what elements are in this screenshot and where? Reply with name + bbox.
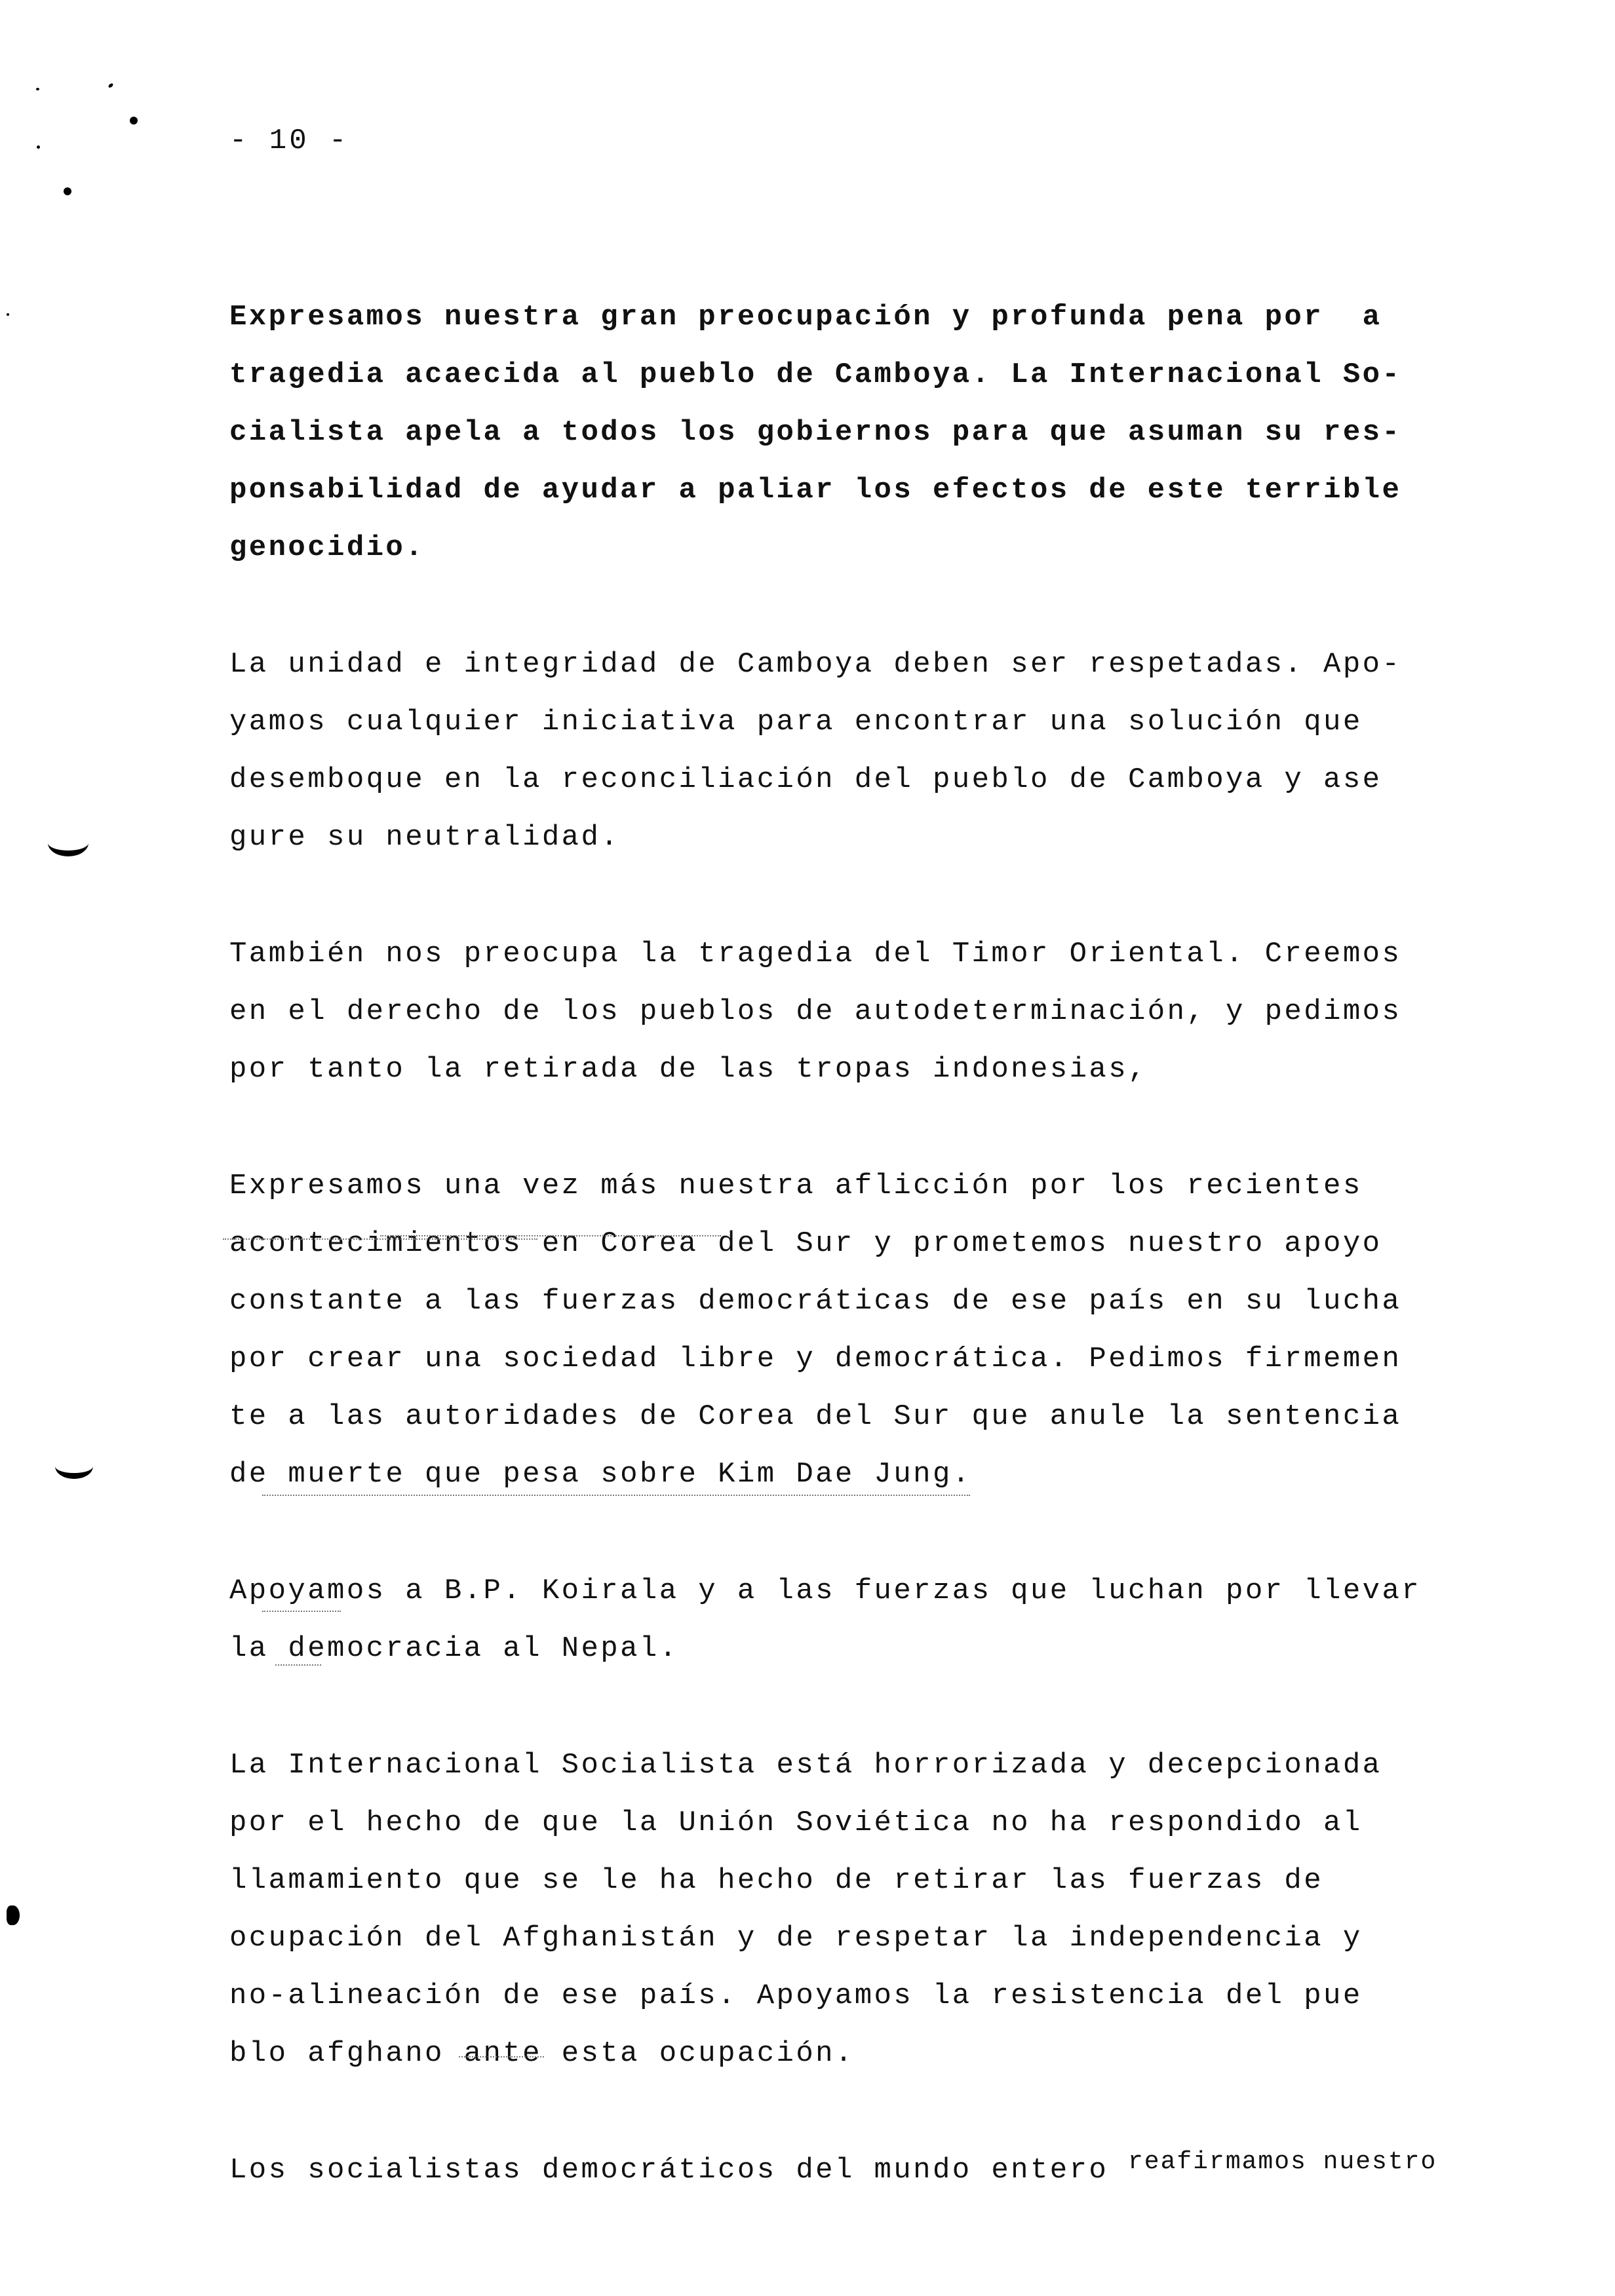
text-line: llamamiento que se le ha hecho de retirar las fuerzas de [229,1864,1324,1897]
paragraph-timor-oriental [229,925,1527,1098]
text-line: También nos preocupa la tragedia del Timor Oriental. Creemos [229,938,1402,970]
paragraph-camboya-unidad [229,636,1527,866]
text-line: constante a las fuerzas democráticas de ese país en su lucha [229,1285,1402,1318]
text-line: yamos cualquier iniciativa para encontrar una solución que [229,706,1363,738]
pencil-underline [262,1611,341,1612]
paragraph-corea-del-sur [229,1157,1527,1503]
text-line: desemboque en la reconciliación del pueblo de Camboya y ase [229,763,1382,796]
scan-speck [107,83,113,88]
text-line: ocupación del Afghanistán y de respetar la independencia y [229,1922,1363,1955]
text-line: por crear una sociedad libre y democrática. Pedimos firmemen [229,1343,1402,1375]
text-raised: reafirmamos nuestro [1128,2148,1437,2176]
text-line: por el hecho de que la Unión Soviética no ha respondido al [229,1807,1363,1839]
text-line: genocidio. [229,531,425,564]
text-line: no-alineación de ese país. Apoyamos la resistencia del pue [229,1980,1363,2012]
pencil-underline [262,1495,970,1496]
margin-mark-arc [55,1456,93,1479]
paragraph-final-partial [229,2141,1527,2200]
text-line: acontecimientos en Corea del Sur y prometemos nuestro apoyo [229,1227,1382,1260]
text-line: Expresamos nuestra gran preocupación y profunda pena por a [229,301,1382,334]
text-main: Los socialistas democráticos del mundo entero [229,2154,1128,2187]
text-line: Apoyamos a B.P. Koirala y a las fuerzas que luchan por llevar [229,1575,1422,1607]
text-line [229,2141,1527,2200]
scan-speck [130,117,138,124]
scan-speck [37,145,40,149]
pencil-underline [275,1664,321,1666]
paragraph-afghanistan [229,1736,1527,2082]
pencil-underline [459,2056,544,2057]
paragraph-camboya-tragedia [229,288,1527,577]
text-line: por tanto la retirada de las tropas indonesias, [229,1053,1148,1086]
text-line: te a las autoridades de Corea del Sur que anule la sentencia [229,1400,1402,1433]
text-line: tragedia acaecida al pueblo de Camboya. La Internacional So- [229,358,1402,391]
text-line: de muerte que pesa sobre Kim Dae Jung. [229,1458,972,1491]
text-line: en el derecho de los pueblos de autodeterminación, y pedimos [229,995,1402,1028]
text-line: la democracia al Nepal. [229,1632,679,1665]
text-line: cialista apela a todos los gobiernos para que asuman su res- [229,416,1402,449]
text-line: gure su neutralidad. [229,821,621,854]
paragraph-nepal [229,1562,1527,1677]
margin-mark-hook [7,1905,20,1925]
scan-speck [64,187,71,195]
margin-mark-arc [48,824,88,856]
text-line: Expresamos una vez más nuestra aflicción por los recientes [229,1170,1363,1202]
pencil-underline [380,1235,721,1236]
text-line: La Internacional Socialista está horrorizada y decepcionada [229,1749,1382,1782]
text-line: blo afghano ante esta ocupación. [229,2037,855,2070]
document-body [229,288,1527,2259]
scan-speck [7,313,9,316]
text-line: La unidad e integridad de Camboya deben ser respetadas. Apo- [229,648,1402,681]
page-number: - 10 - [229,124,349,157]
text-line: ponsabilidad de ayudar a paliar los efectos de este terrible [229,474,1402,507]
scan-speck [36,88,39,90]
pencil-underline [223,1238,537,1240]
